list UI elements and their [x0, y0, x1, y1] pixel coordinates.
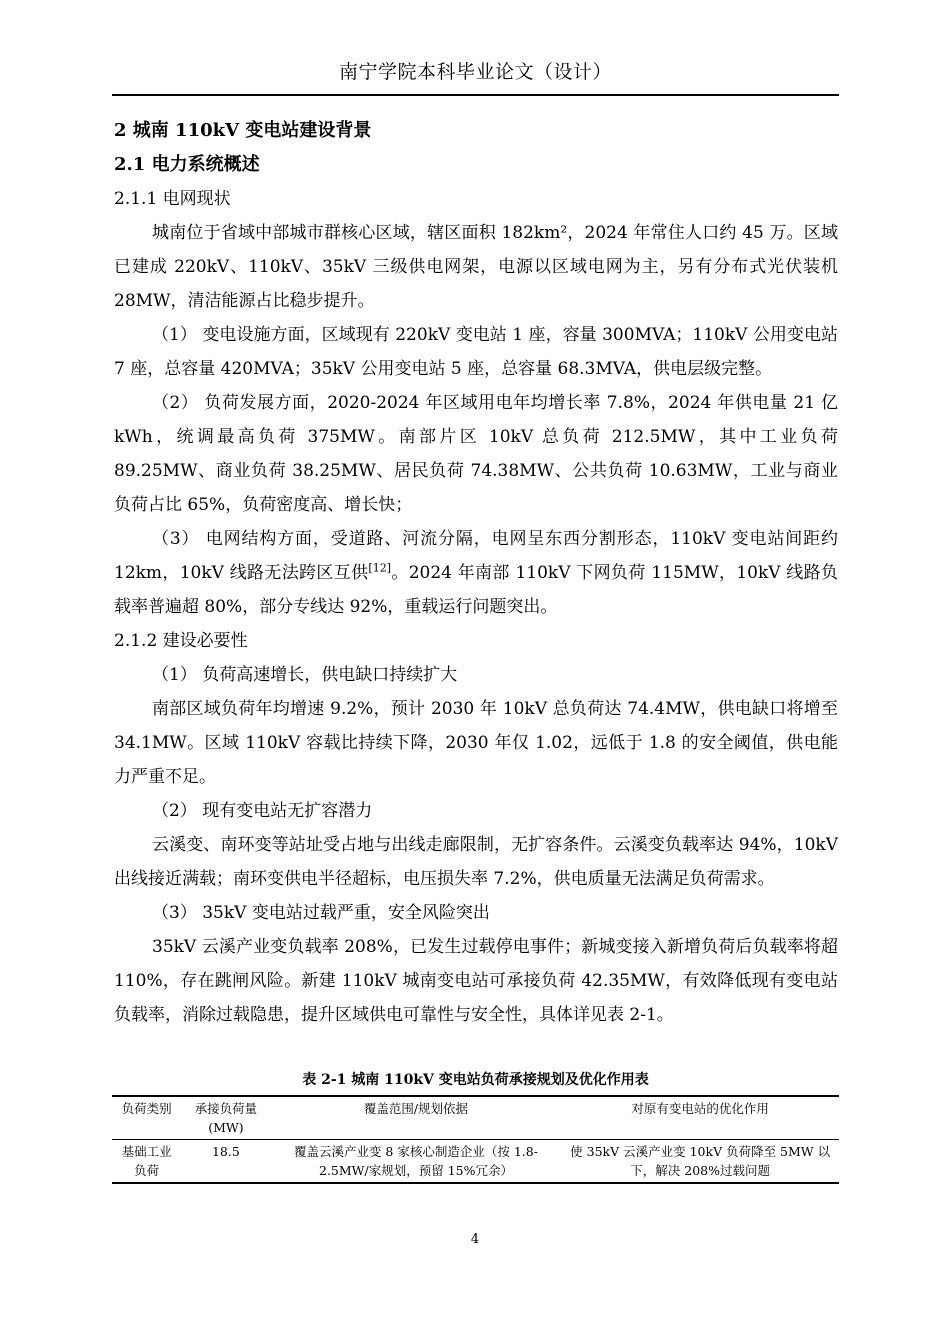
table-cell: 18.5	[211, 1144, 240, 1159]
header-rule	[112, 94, 839, 96]
page-header-title: 南宁学院本科毕业论文（设计）	[338, 61, 612, 83]
page-number: 4	[470, 1232, 480, 1247]
table-header-cell: 对原有变电站的优化作用	[631, 1101, 769, 1116]
paragraph-load-development: （2） 负荷发展方面，2020-2024 年区域用电年均增长率 7.8%，2024 年供电量 21 亿 kWh，统调最高负荷 375MW。南部片区 10kV 总负荷 212.5MW，其中工业负荷 89.25MW、商业负荷 38.25MW、居民负荷 74.38MW、公共负荷 10.63MW，工业与商业负荷占比 65%，负荷密度高、增长快；	[114, 393, 838, 515]
paragraph-overload: 35kV 云溪产业变负载率 208%，已发生过载停电事件；新城变接入新增负荷后负载率将超 110%，存在跳闸风险。新建 110kV 城南变电站可承接负荷 42.35MW，有效降低现有变电站负载率，消除过载隐患，提升区域供电可靠性与安全性，具体详见表 2-1。	[114, 937, 838, 1025]
item-heading-overload: （3） 35kV 变电站过载严重，安全风险突出	[152, 903, 490, 923]
main-content	[114, 114, 838, 1032]
paragraph-grid-structure-part2: 。2024 年南部 110kV 下网负荷 115MW，10kV 线路负载率普遍超 80%，部分专线达 92%，重载运行问题突出。	[114, 563, 838, 617]
table-header-row	[112, 1096, 839, 1140]
section-heading: 2.1 电力系统概述	[114, 154, 260, 175]
paragraph-grid-structure	[114, 522, 838, 624]
paragraph-overview: 城南位于省域中部城市群核心区域，辖区面积 182km²，2024 年常住人口约 45 万。区域已建成 220kV、110kV、35kV 三级供电网架，电源以区域电网为主，另有分布式光伏装机 28MW，清洁能源占比稳步提升。	[114, 223, 838, 311]
paragraph-load-growth: 南部区域负荷年均增速 9.2%，预计 2030 年 10kV 总负荷达 74.4MW，供电缺口将增至 34.1MW。区域 110kV 容载比持续下降，2030 年仅 1.02，远低于 1.8 的安全阈值，供电能力严重不足。	[114, 699, 838, 787]
table-header-cell: 覆盖范围/规划依据	[363, 1101, 469, 1116]
item-heading-load-growth: （1） 负荷高速增长，供电缺口持续扩大	[152, 665, 458, 685]
table-cell: 覆盖云溪产业变 8 家核心制造企业（按 1.8-2.5MW/家规划，预留 15%冗余）	[293, 1144, 538, 1178]
table-caption: 表 2-1 城南 110kV 变电站负荷承接规划及优化作用表	[302, 1072, 649, 1088]
citation-ref: [12]	[368, 561, 392, 575]
table-header-cell: 负荷类别	[121, 1101, 172, 1116]
paragraph-grid-structure-part1: （3） 电网结构方面，受道路、河流分隔，电网呈东西分割形态，110kV 变电站间距约 12km，10kV 线路无法跨区互供	[114, 529, 838, 583]
subsection-heading-grid-status: 2.1.1 电网现状	[114, 189, 231, 209]
table-header-cell: 承接负荷量(MW)	[194, 1101, 258, 1135]
paragraph-no-expansion: 云溪变、南环变等站址受占地与出线走廊限制，无扩容条件。云溪变负载率达 94%，10kV 出线接近满载；南环变供电半径超标，电压损失率 7.2%，供电质量无法满足负荷需求。	[114, 835, 838, 889]
table-cell: 基础工业负荷	[121, 1144, 172, 1178]
paragraph-substation-facilities: （1） 变电设施方面，区域现有 220kV 变电站 1 座，容量 300MVA；110kV 公用变电站 7 座，总容量 420MVA；35kV 公用变电站 5 座，总容量 68.3MVA，供电层级完整。	[114, 325, 838, 379]
chapter-heading: 2 城南 110kV 变电站建设背景	[114, 120, 372, 141]
item-heading-no-expansion: （2） 现有变电站无扩容潜力	[152, 801, 373, 821]
load-plan-table	[112, 1095, 839, 1184]
table-cell: 使 35kV 云溪产业变 10kV 负荷降至 5MW 以下，解决 208%过载问题	[570, 1144, 831, 1178]
subsection-heading-necessity: 2.1.2 建设必要性	[114, 631, 248, 651]
table-row	[112, 1140, 839, 1184]
